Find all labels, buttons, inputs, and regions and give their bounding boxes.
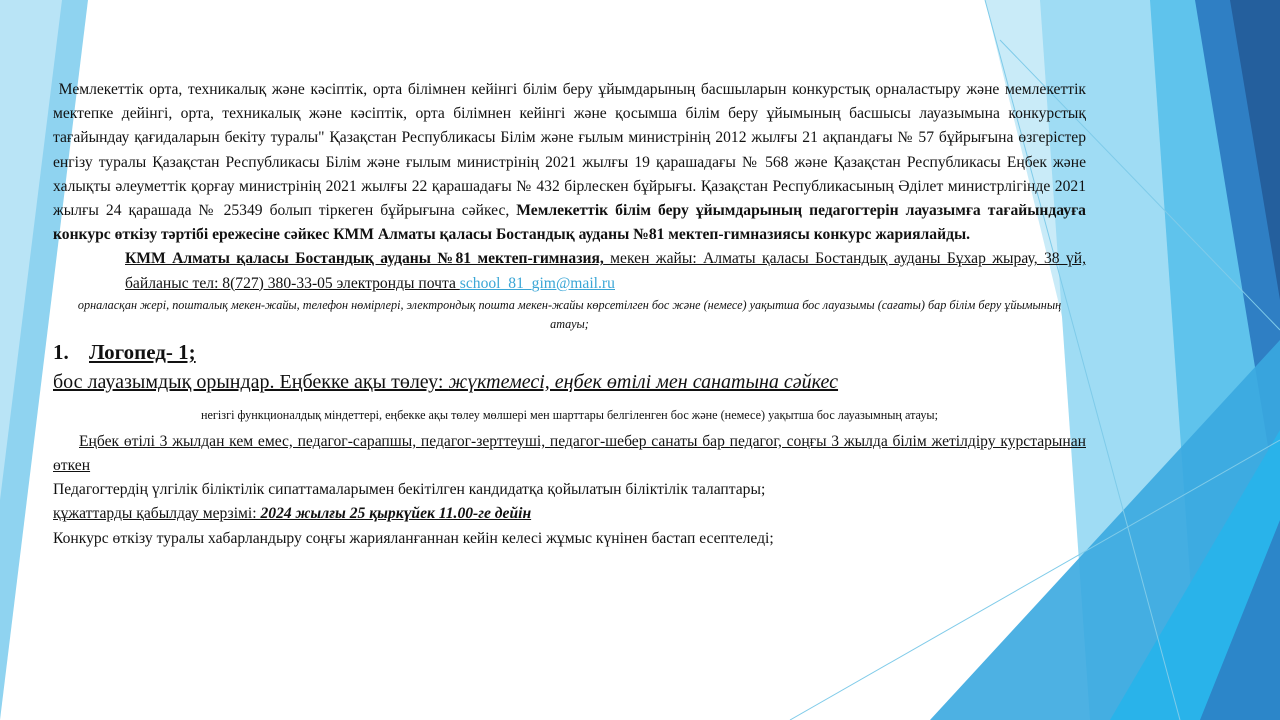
intro-bold-text: Мемлекеттік білім беру ұйымдарының педагогтерін лауазымға тағайындауға конкурс өткізу тәртібі ережесіне сәйкес КММ Алматы қаласы Бостандық ауданы №81 мектеп-гимназиясы конкурс жариялайды. bbox=[53, 202, 1086, 244]
deadline-label: құжаттарды қабылдау мерзімі: bbox=[53, 505, 261, 523]
email-link[interactable]: school_81_gim@mail.ru bbox=[459, 274, 615, 292]
pay-label: бос лауазымдық орындар. Еңбекке ақы төлеу: bbox=[53, 370, 449, 393]
qualification-text: Педагогтердің үлгілік біліктілік сипаттамаларымен бекітілген кандидатқа қойылатын біліктілік талаптары; bbox=[53, 481, 766, 499]
closing-text: Конкурс өткізу туралы хабарландыру соңғы жарияланғаннан кейін келесі жұмыс күнінен бастап есептеледі; bbox=[53, 529, 774, 547]
school-name: КММ Алматы қаласы Бостандық ауданы №81 мектеп-гимназия, bbox=[125, 250, 604, 268]
intro-text: Мемлекеттік орта, техникалық және кәсіптік, орта білімнен кейінгі білім беру ұйымдарының басшыларын конкурстық орналастыру және мемлекеттік мектепке дейінгі, орта, техникалық және кәсіптік, орта білімнен кейінгі және қосымша білім беру ұйымының басшысы лауазымына конкурстық тағайындау қағидаларын бекіту туралы" Қазақстан Республикасы Білім және ғылым министрінің 2012 жылғы 21 ақпандағы № 57 бұйрығына өзгерістер енгізу туралы Қазақстан Республикасы Білім және ғылым министрінің 2021 жылғы 19 қарашадағы № 568 және Қазақстан Республикасы Еңбек және халықты әлеуметтік қорғау министрінің 2021 жылғы 22 қарашадағы № 432 бірлескен бұйрығы. Қазақстан Республикасының Әділет министрлігінде 2021 жылғы 24 қарашада № 25349 болып тіркеген бұйрығына сәйкес, bbox=[53, 81, 1086, 220]
position-number: 1. bbox=[53, 339, 69, 364]
pay-terms: жүктемесі, еңбек өтілі мен санатына сәйкес bbox=[448, 370, 839, 393]
position-title: Логопед- 1; bbox=[89, 339, 196, 364]
contact-paragraph bbox=[53, 247, 1086, 295]
deadline-line bbox=[53, 502, 1086, 526]
pay-line bbox=[53, 368, 1086, 396]
org-note: орналасқан жері, пошталық мекен-жайы, телефон нөмірлері, электрондық пошта мекен-жайы көрсетілген бос және (немесе) уақытша бос лауазымы (сағаты) бар білім беру ұйымының атауы; bbox=[77, 297, 1062, 331]
school-address: мекен жайы: Алматы қаласы Бостандық ауданы Бұхар жырау, 38 үй, байланыс тел: 8(727) 380-33-05 электронды почта bbox=[125, 250, 1086, 292]
requirements-text: Еңбек өтілі 3 жылдан кем емес, педагог-сарапшы, педагог-зерттеуші, педагог-шебер санаты бар педагог, соңғы 3 жылда білім жетілдіру курстарынан өткен bbox=[53, 432, 1086, 475]
position-heading bbox=[53, 338, 1086, 366]
announcement-body bbox=[53, 78, 1086, 551]
deadline-date: 2024 жылғы 25 қыркүйек 11.00-ге дейін bbox=[260, 505, 532, 523]
intro-paragraph bbox=[53, 78, 1086, 247]
duties-note: негізгі функционалдық міндеттері, еңбекке ақы төлеу мөлшері мен шарттары белгіленген бос және (немесе) уақытша бос лауазымның атауы; bbox=[200, 407, 939, 422]
